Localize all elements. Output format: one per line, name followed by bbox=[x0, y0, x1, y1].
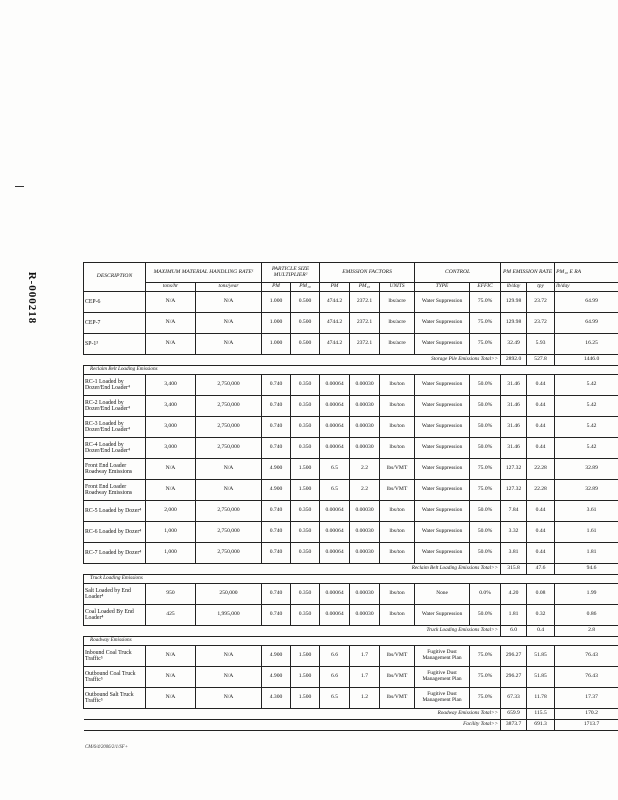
row-cell: 950 bbox=[146, 584, 196, 605]
subheader-cell: UNITS bbox=[380, 283, 415, 292]
section-total-value: 1446.0 bbox=[555, 355, 618, 366]
row-cell: 0.0% bbox=[470, 584, 501, 605]
row-cell: 4.300 bbox=[262, 688, 291, 709]
row-cell: 64.99 bbox=[555, 313, 618, 334]
row-cell: Water Suppression bbox=[415, 292, 470, 313]
row-cell: 0.350 bbox=[291, 417, 320, 438]
section-total-label: Storage Pile Emissions Total>> bbox=[84, 355, 501, 366]
row-cell: 0.44 bbox=[527, 522, 555, 543]
row-description: Inbound Coal Truck Traffic⁵ bbox=[84, 646, 146, 667]
row-cell: 0.350 bbox=[291, 522, 320, 543]
row-cell: 0.740 bbox=[262, 605, 291, 626]
row-cell: N/A bbox=[146, 459, 196, 480]
row-cell: 0.44 bbox=[527, 501, 555, 522]
row-cell: lbs/VMT bbox=[380, 688, 415, 709]
row-cell: 0.00030 bbox=[350, 584, 380, 605]
row-cell: 2,750,000 bbox=[196, 522, 262, 543]
row-cell: lbs/ton bbox=[380, 605, 415, 626]
section-spacer bbox=[196, 575, 618, 584]
row-cell: 0.00030 bbox=[350, 522, 380, 543]
row-cell: lbs/VMT bbox=[380, 646, 415, 667]
row-cell: 0.08 bbox=[527, 584, 555, 605]
table-row bbox=[84, 605, 618, 626]
row-cell: 0.00064 bbox=[320, 584, 350, 605]
facility-total-value: 1713.7 bbox=[555, 720, 618, 731]
row-cell: 4744.2 bbox=[320, 313, 350, 334]
row-cell: lbs/ton bbox=[380, 417, 415, 438]
row-cell: 2372.1 bbox=[350, 292, 380, 313]
row-cell: 2,750,000 bbox=[196, 438, 262, 459]
row-cell: 3,000 bbox=[146, 438, 196, 459]
row-cell: 0.350 bbox=[291, 501, 320, 522]
subheader-cell: lb/day bbox=[501, 283, 527, 292]
row-cell: 75.0% bbox=[470, 334, 501, 355]
row-cell: 1.500 bbox=[291, 459, 320, 480]
row-cell: Water Suppression bbox=[415, 522, 470, 543]
section-title: Truck Loading Emissions bbox=[84, 575, 196, 584]
row-cell: 2,750,000 bbox=[196, 375, 262, 396]
section-total-label: Reclaim Belt Loading Emissions Total>> bbox=[84, 564, 501, 575]
row-cell: Water Suppression bbox=[415, 375, 470, 396]
row-cell: 0.00064 bbox=[320, 543, 350, 564]
subheader-cell: tons/hr bbox=[146, 283, 196, 292]
row-cell: 50.0% bbox=[470, 605, 501, 626]
row-description: Salt Loaded by End Loader⁴ bbox=[84, 584, 146, 605]
row-cell: 6.6 bbox=[320, 646, 350, 667]
row-cell: 0.00030 bbox=[350, 438, 380, 459]
row-cell: 75.0% bbox=[470, 292, 501, 313]
row-cell: 0.740 bbox=[262, 417, 291, 438]
row-cell: 4744.2 bbox=[320, 292, 350, 313]
section-header-row bbox=[84, 366, 618, 375]
row-cell: 0.86 bbox=[555, 605, 618, 626]
row-cell: N/A bbox=[196, 334, 262, 355]
section-title: Roadway Emissions bbox=[84, 637, 196, 646]
row-cell: 5.42 bbox=[555, 417, 618, 438]
header-particle-size: PARTICLE SIZE MULTIPLIER² bbox=[262, 263, 320, 283]
subheader-cell: PM₁₀ bbox=[350, 283, 380, 292]
subheader-cell: tons/year bbox=[196, 283, 262, 292]
row-description: RC-5 Loaded by Dozer⁴ bbox=[84, 501, 146, 522]
facility-total-value: 3873.7 bbox=[501, 720, 527, 731]
emissions-table bbox=[83, 262, 618, 731]
section-total-row bbox=[84, 355, 618, 366]
section-header-row bbox=[84, 575, 618, 584]
row-cell: 0.32 bbox=[527, 605, 555, 626]
section-title: Reclaim Belt Loading Emissions bbox=[84, 366, 196, 375]
row-cell: Water Suppression bbox=[415, 605, 470, 626]
row-cell: 3.32 bbox=[501, 522, 527, 543]
subheader-cell: PM bbox=[320, 283, 350, 292]
row-cell: 129.98 bbox=[501, 313, 527, 334]
row-cell: 3.81 bbox=[501, 543, 527, 564]
row-description: Outbound Salt Truck Traffic⁵ bbox=[84, 688, 146, 709]
row-cell: lbs/ton bbox=[380, 501, 415, 522]
row-description: RC-6 Loaded by Dozer⁴ bbox=[84, 522, 146, 543]
table-row bbox=[84, 313, 618, 334]
row-cell: Water Suppression bbox=[415, 459, 470, 480]
row-cell: 2,750,000 bbox=[196, 396, 262, 417]
row-cell: 2,750,000 bbox=[196, 501, 262, 522]
header-pm10-rate: PM₁₀ E RA bbox=[555, 263, 618, 283]
row-cell: 0.00064 bbox=[320, 375, 350, 396]
table-row bbox=[84, 459, 618, 480]
section-total-value: 6.0 bbox=[501, 626, 527, 637]
table-row bbox=[84, 480, 618, 501]
row-cell: 50.0% bbox=[470, 543, 501, 564]
row-cell: 2372.1 bbox=[350, 313, 380, 334]
row-cell: 0.44 bbox=[527, 417, 555, 438]
row-cell: 296.27 bbox=[501, 646, 527, 667]
row-cell: 75.0% bbox=[470, 688, 501, 709]
row-cell: 4.900 bbox=[262, 459, 291, 480]
row-cell: Water Suppression bbox=[415, 543, 470, 564]
row-cell: 296.27 bbox=[501, 667, 527, 688]
row-cell: 0.00064 bbox=[320, 396, 350, 417]
facility-total-row bbox=[84, 720, 618, 731]
table-row bbox=[84, 501, 618, 522]
row-cell: 32.89 bbox=[555, 459, 618, 480]
section-total-value: 2892.0 bbox=[501, 355, 527, 366]
row-cell: 22.28 bbox=[527, 480, 555, 501]
table-row bbox=[84, 396, 618, 417]
row-description: Front End Loader Roadway Emissions bbox=[84, 480, 146, 501]
row-cell: 0.500 bbox=[291, 292, 320, 313]
row-cell: lbs/acre bbox=[380, 292, 415, 313]
header-max-handling: MAXIMUM MATERIAL HANDLING RATE¹ bbox=[146, 263, 262, 283]
row-cell: 1.61 bbox=[555, 522, 618, 543]
row-cell: 0.350 bbox=[291, 396, 320, 417]
row-cell: Fugitive Dust Management Plan bbox=[415, 646, 470, 667]
row-cell: 5.42 bbox=[555, 438, 618, 459]
row-cell: 5.42 bbox=[555, 375, 618, 396]
row-cell: 0.740 bbox=[262, 501, 291, 522]
row-cell: N/A bbox=[196, 480, 262, 501]
row-cell: 16.25 bbox=[555, 334, 618, 355]
row-cell: 2,750,000 bbox=[196, 417, 262, 438]
row-description: RC-4 Loaded by Dozer/End Loader⁴ bbox=[84, 438, 146, 459]
row-cell: 1.500 bbox=[291, 480, 320, 501]
subheader-cell: TYPE bbox=[415, 283, 470, 292]
section-total-row bbox=[84, 626, 618, 637]
table-row bbox=[84, 584, 618, 605]
row-cell: 0.00030 bbox=[350, 375, 380, 396]
subheader-cell: tpy bbox=[527, 283, 555, 292]
row-cell: lbs/acre bbox=[380, 334, 415, 355]
row-cell: 1.000 bbox=[262, 334, 291, 355]
row-cell: Water Suppression bbox=[415, 501, 470, 522]
row-cell: 50.0% bbox=[470, 417, 501, 438]
row-description: RC-1 Loaded by Dozer/End Loader⁴ bbox=[84, 375, 146, 396]
row-cell: 67.33 bbox=[501, 688, 527, 709]
row-cell: Water Suppression bbox=[415, 334, 470, 355]
row-cell: lbs/ton bbox=[380, 375, 415, 396]
row-cell: 1.500 bbox=[291, 646, 320, 667]
section-spacer bbox=[196, 366, 618, 375]
row-description: Front End Loader Roadway Emissions bbox=[84, 459, 146, 480]
row-cell: 0.44 bbox=[527, 396, 555, 417]
row-cell: 1,000 bbox=[146, 522, 196, 543]
row-cell: 51.85 bbox=[527, 667, 555, 688]
row-cell: 31.46 bbox=[501, 396, 527, 417]
table-row bbox=[84, 417, 618, 438]
row-cell: 75.0% bbox=[470, 459, 501, 480]
row-cell: N/A bbox=[146, 480, 196, 501]
row-cell: lbs/ton bbox=[380, 522, 415, 543]
row-cell: 75.0% bbox=[470, 480, 501, 501]
row-cell: 7.84 bbox=[501, 501, 527, 522]
row-cell: 0.740 bbox=[262, 543, 291, 564]
row-cell: 2.2 bbox=[350, 459, 380, 480]
row-cell: 64.99 bbox=[555, 292, 618, 313]
table-row bbox=[84, 375, 618, 396]
row-cell: N/A bbox=[196, 646, 262, 667]
row-cell: 0.500 bbox=[291, 313, 320, 334]
row-cell: 1,995,000 bbox=[196, 605, 262, 626]
row-cell: 3,400 bbox=[146, 396, 196, 417]
row-cell: 0.740 bbox=[262, 438, 291, 459]
header-pm-rate: PM EMISSION RATE bbox=[501, 263, 555, 283]
row-cell: 2.2 bbox=[350, 480, 380, 501]
row-cell: 32.49 bbox=[501, 334, 527, 355]
row-cell: 0.500 bbox=[291, 334, 320, 355]
row-cell: 76.43 bbox=[555, 646, 618, 667]
subheader-cell: EFFIC bbox=[470, 283, 501, 292]
row-cell: 0.00030 bbox=[350, 417, 380, 438]
row-description: RC-3 Loaded by Dozer/End Loader⁴ bbox=[84, 417, 146, 438]
row-cell: 1.7 bbox=[350, 646, 380, 667]
section-total-row bbox=[84, 564, 618, 575]
row-cell: N/A bbox=[146, 667, 196, 688]
row-cell: 31.46 bbox=[501, 438, 527, 459]
row-cell: 17.37 bbox=[555, 688, 618, 709]
row-cell: 31.46 bbox=[501, 375, 527, 396]
row-cell: N/A bbox=[146, 292, 196, 313]
section-total-value: 47.6 bbox=[527, 564, 555, 575]
row-cell: 50.0% bbox=[470, 396, 501, 417]
row-cell: N/A bbox=[146, 646, 196, 667]
section-spacer bbox=[196, 637, 618, 646]
row-cell: Water Suppression bbox=[415, 396, 470, 417]
header-description: DESCRIPTION bbox=[84, 263, 146, 292]
row-cell: lbs/ton bbox=[380, 396, 415, 417]
footer-code: CM/6/4/2006/2/1/SF+ bbox=[85, 745, 128, 750]
row-cell: 0.44 bbox=[527, 375, 555, 396]
section-header-row bbox=[84, 637, 618, 646]
row-description: RC-7 Loaded by Dozer⁴ bbox=[84, 543, 146, 564]
section-total-value: 115.5 bbox=[527, 709, 555, 720]
row-cell: None bbox=[415, 584, 470, 605]
row-cell: 2,750,000 bbox=[196, 543, 262, 564]
row-description: CEP-6 bbox=[84, 292, 146, 313]
row-cell: Water Suppression bbox=[415, 313, 470, 334]
section-total-label: Roadway Emissions Total>> bbox=[84, 709, 501, 720]
row-cell: 6.6 bbox=[320, 667, 350, 688]
row-cell: 1.81 bbox=[555, 543, 618, 564]
row-cell: N/A bbox=[196, 313, 262, 334]
table-row bbox=[84, 438, 618, 459]
row-cell: 1,000 bbox=[146, 543, 196, 564]
row-cell: 1.99 bbox=[555, 584, 618, 605]
table-row bbox=[84, 543, 618, 564]
row-cell: 0.350 bbox=[291, 605, 320, 626]
row-cell: 1.500 bbox=[291, 688, 320, 709]
row-cell: 50.0% bbox=[470, 375, 501, 396]
row-cell: lbs/ton bbox=[380, 584, 415, 605]
row-cell: lbs/acre bbox=[380, 313, 415, 334]
row-cell: 6.5 bbox=[320, 459, 350, 480]
table-row bbox=[84, 667, 618, 688]
row-description: Outbound Coal Truck Traffic⁵ bbox=[84, 667, 146, 688]
row-cell: 2,000 bbox=[146, 501, 196, 522]
row-cell: 129.98 bbox=[501, 292, 527, 313]
row-cell: 0.740 bbox=[262, 396, 291, 417]
row-cell: 0.350 bbox=[291, 438, 320, 459]
row-cell: 1.000 bbox=[262, 292, 291, 313]
row-cell: 32.89 bbox=[555, 480, 618, 501]
row-cell: N/A bbox=[196, 459, 262, 480]
row-cell: 3,400 bbox=[146, 375, 196, 396]
row-cell: 0.740 bbox=[262, 584, 291, 605]
row-cell: N/A bbox=[146, 688, 196, 709]
section-total-value: 2.8 bbox=[555, 626, 618, 637]
row-description: RC-2 Loaded by Dozer/End Loader⁴ bbox=[84, 396, 146, 417]
row-cell: Water Suppression bbox=[415, 480, 470, 501]
table-row bbox=[84, 292, 618, 313]
row-cell: 0.00064 bbox=[320, 438, 350, 459]
row-cell: N/A bbox=[196, 292, 262, 313]
document-id: R-000218 bbox=[26, 271, 38, 325]
section-total-value: 94.6 bbox=[555, 564, 618, 575]
row-cell: lbs/VMT bbox=[380, 459, 415, 480]
row-cell: 127.32 bbox=[501, 459, 527, 480]
row-description: CEP-7 bbox=[84, 313, 146, 334]
row-cell: 1.000 bbox=[262, 313, 291, 334]
row-cell: 4744.2 bbox=[320, 334, 350, 355]
row-cell: Water Suppression bbox=[415, 417, 470, 438]
row-cell: 1.7 bbox=[350, 667, 380, 688]
margin-dash bbox=[15, 186, 24, 187]
section-total-value: 659.9 bbox=[501, 709, 527, 720]
row-cell: 5.93 bbox=[527, 334, 555, 355]
row-cell: 425 bbox=[146, 605, 196, 626]
header-control: CONTROL bbox=[415, 263, 501, 283]
subheader-cell: PM bbox=[262, 283, 291, 292]
row-cell: 75.0% bbox=[470, 646, 501, 667]
row-cell: 0.350 bbox=[291, 543, 320, 564]
header-emission-factors: EMISSION FACTORS bbox=[320, 263, 415, 283]
row-cell: 75.0% bbox=[470, 313, 501, 334]
row-cell: 4.900 bbox=[262, 667, 291, 688]
row-cell: 22.28 bbox=[527, 459, 555, 480]
row-cell: lbs/VMT bbox=[380, 667, 415, 688]
row-cell: 6.5 bbox=[320, 480, 350, 501]
row-cell: 23.72 bbox=[527, 292, 555, 313]
row-cell: lbs/ton bbox=[380, 438, 415, 459]
row-cell: 0.00064 bbox=[320, 501, 350, 522]
row-cell: 51.85 bbox=[527, 646, 555, 667]
row-cell: 4.20 bbox=[501, 584, 527, 605]
table-row bbox=[84, 646, 618, 667]
section-total-value: 170.2 bbox=[555, 709, 618, 720]
row-cell: 0.00030 bbox=[350, 605, 380, 626]
row-cell: 0.00030 bbox=[350, 396, 380, 417]
subheader-cell: PM₁₀ bbox=[291, 283, 320, 292]
row-cell: 250,000 bbox=[196, 584, 262, 605]
row-cell: 3,000 bbox=[146, 417, 196, 438]
row-cell: 76.43 bbox=[555, 667, 618, 688]
row-cell: 6.5 bbox=[320, 688, 350, 709]
row-cell: 31.46 bbox=[501, 417, 527, 438]
row-cell: Fugitive Dust Management Plan bbox=[415, 667, 470, 688]
row-cell: N/A bbox=[146, 334, 196, 355]
row-cell: 5.42 bbox=[555, 396, 618, 417]
row-cell: 0.740 bbox=[262, 375, 291, 396]
row-cell: 50.0% bbox=[470, 522, 501, 543]
row-description: SP-1³ bbox=[84, 334, 146, 355]
row-cell: 11.78 bbox=[527, 688, 555, 709]
row-cell: 50.0% bbox=[470, 501, 501, 522]
row-cell: 0.740 bbox=[262, 522, 291, 543]
row-cell: N/A bbox=[196, 688, 262, 709]
row-description: Coal Loaded By End Loader⁴ bbox=[84, 605, 146, 626]
row-cell: lbs/VMT bbox=[380, 480, 415, 501]
row-cell: 0.00030 bbox=[350, 543, 380, 564]
row-cell: 127.32 bbox=[501, 480, 527, 501]
section-total-label: Truck Loading Emissions Total>> bbox=[84, 626, 501, 637]
row-cell: 0.44 bbox=[527, 438, 555, 459]
row-cell: Fugitive Dust Management Plan bbox=[415, 688, 470, 709]
table-row bbox=[84, 688, 618, 709]
row-cell: 4.900 bbox=[262, 480, 291, 501]
row-cell: 3.61 bbox=[555, 501, 618, 522]
row-cell: 1.2 bbox=[350, 688, 380, 709]
row-cell: 4.900 bbox=[262, 646, 291, 667]
facility-total-label: Facility Total>> bbox=[84, 720, 501, 731]
row-cell: 23.72 bbox=[527, 313, 555, 334]
row-cell: 0.350 bbox=[291, 375, 320, 396]
section-total-value: 0.4 bbox=[527, 626, 555, 637]
row-cell: 0.350 bbox=[291, 584, 320, 605]
row-cell: 2372.1 bbox=[350, 334, 380, 355]
row-cell: N/A bbox=[146, 313, 196, 334]
table-row bbox=[84, 522, 618, 543]
row-cell: 75.0% bbox=[470, 667, 501, 688]
row-cell: 0.00064 bbox=[320, 605, 350, 626]
row-cell: 50.0% bbox=[470, 438, 501, 459]
row-cell: 1.500 bbox=[291, 667, 320, 688]
table-row bbox=[84, 334, 618, 355]
row-cell: 0.44 bbox=[527, 543, 555, 564]
row-cell: 0.00064 bbox=[320, 522, 350, 543]
row-cell: 1.81 bbox=[501, 605, 527, 626]
section-total-row bbox=[84, 709, 618, 720]
section-total-value: 527.8 bbox=[527, 355, 555, 366]
row-cell: 0.00064 bbox=[320, 417, 350, 438]
row-cell: N/A bbox=[196, 667, 262, 688]
row-cell: Water Suppression bbox=[415, 438, 470, 459]
row-cell: 0.00030 bbox=[350, 501, 380, 522]
subheader-cell: lb/day bbox=[555, 283, 618, 292]
facility-total-value: 691.3 bbox=[527, 720, 555, 731]
row-cell: lbs/ton bbox=[380, 543, 415, 564]
section-total-value: 315.8 bbox=[501, 564, 527, 575]
